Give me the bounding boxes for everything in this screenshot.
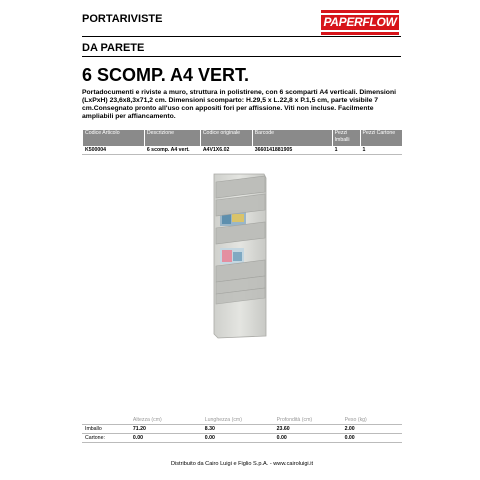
header-lunghezza: Lunghezza (cm) [202,416,274,425]
dimensions-table [82,416,402,443]
header-blank [83,416,131,425]
cell-cartone-lunghezza: 0.00 [202,434,274,443]
cell-imballo-profondita: 23.60 [274,425,342,434]
brand-logo [321,10,399,35]
header-profondita: Profondità (cm) [274,416,342,425]
table-row [83,434,403,443]
dims-header-row [83,416,403,425]
row-label-imballo: Imballo [83,425,131,434]
table-row [83,425,403,434]
header-barcode: Barcode [252,130,332,146]
cell-pezzi-cartone: 1 [360,146,402,155]
cell-barcode: 3660141881905 [252,146,332,155]
cell-pezzi-imballi: 1 [332,146,360,155]
header-peso: Peso (kg) [342,416,402,425]
category-line-1: PORTARIVISTE [82,13,163,25]
cell-descrizione: 6 scomp. A4 vert. [144,146,200,155]
cell-imballo-lunghezza: 8.30 [202,425,274,434]
codes-header-row [83,130,403,146]
cell-cartone-altezza: 0.00 [130,434,202,443]
brand-name: PAPERFLOW [323,15,397,29]
header-altezza: Altezza (cm) [130,416,202,425]
product-title: 6 SCOMP. A4 VERT. [82,65,250,85]
header-descrizione: Descrizione [144,130,200,146]
codes-table [82,130,402,155]
cell-cartone-peso: 0.00 [342,434,402,443]
cell-imballo-altezza: 71.20 [130,425,202,434]
cell-codice: K500004 [83,146,145,155]
cell-imballo-peso: 2.00 [342,425,402,434]
cell-codice-originale: A4V1X6.02 [200,146,252,155]
header-pezzi-imballi: Pezzi Imballi [332,130,360,146]
header-codice-articolo: Codice Articolo [83,130,145,146]
header-rule-bottom [82,56,401,57]
cell-cartone-profondita: 0.00 [274,434,342,443]
header-rule-top [82,36,401,37]
row-label-cartone: Cartone: [83,434,131,443]
product-image [210,172,272,340]
category-line-2: DA PARETE [82,42,145,54]
header-pezzi-cartone: Pezzi Cartone [360,130,402,146]
product-description: Portadocumenti e riviste a muro, struttura in polistirene, con 6 scomparti A4 verticali. Dimensioni (LxPxH) 23,6x8,3x71,2 cm. Dimensioni scomparto: H.29,5 x L.22,8 x P.1,5 cm, parte visibile 7 cm.Consegnato pronto all'uso con appositi fori per affissione. Viti non incluse. Facilmente ampliabili per affiancamento. [82,89,396,120]
header-codice-originale: Codice originale [200,130,252,146]
footer-distributor: Distribuito da Cairo Luigi e Figlio S.p.A. - www.cairoluigi.it [170,461,314,467]
table-row [83,146,403,155]
